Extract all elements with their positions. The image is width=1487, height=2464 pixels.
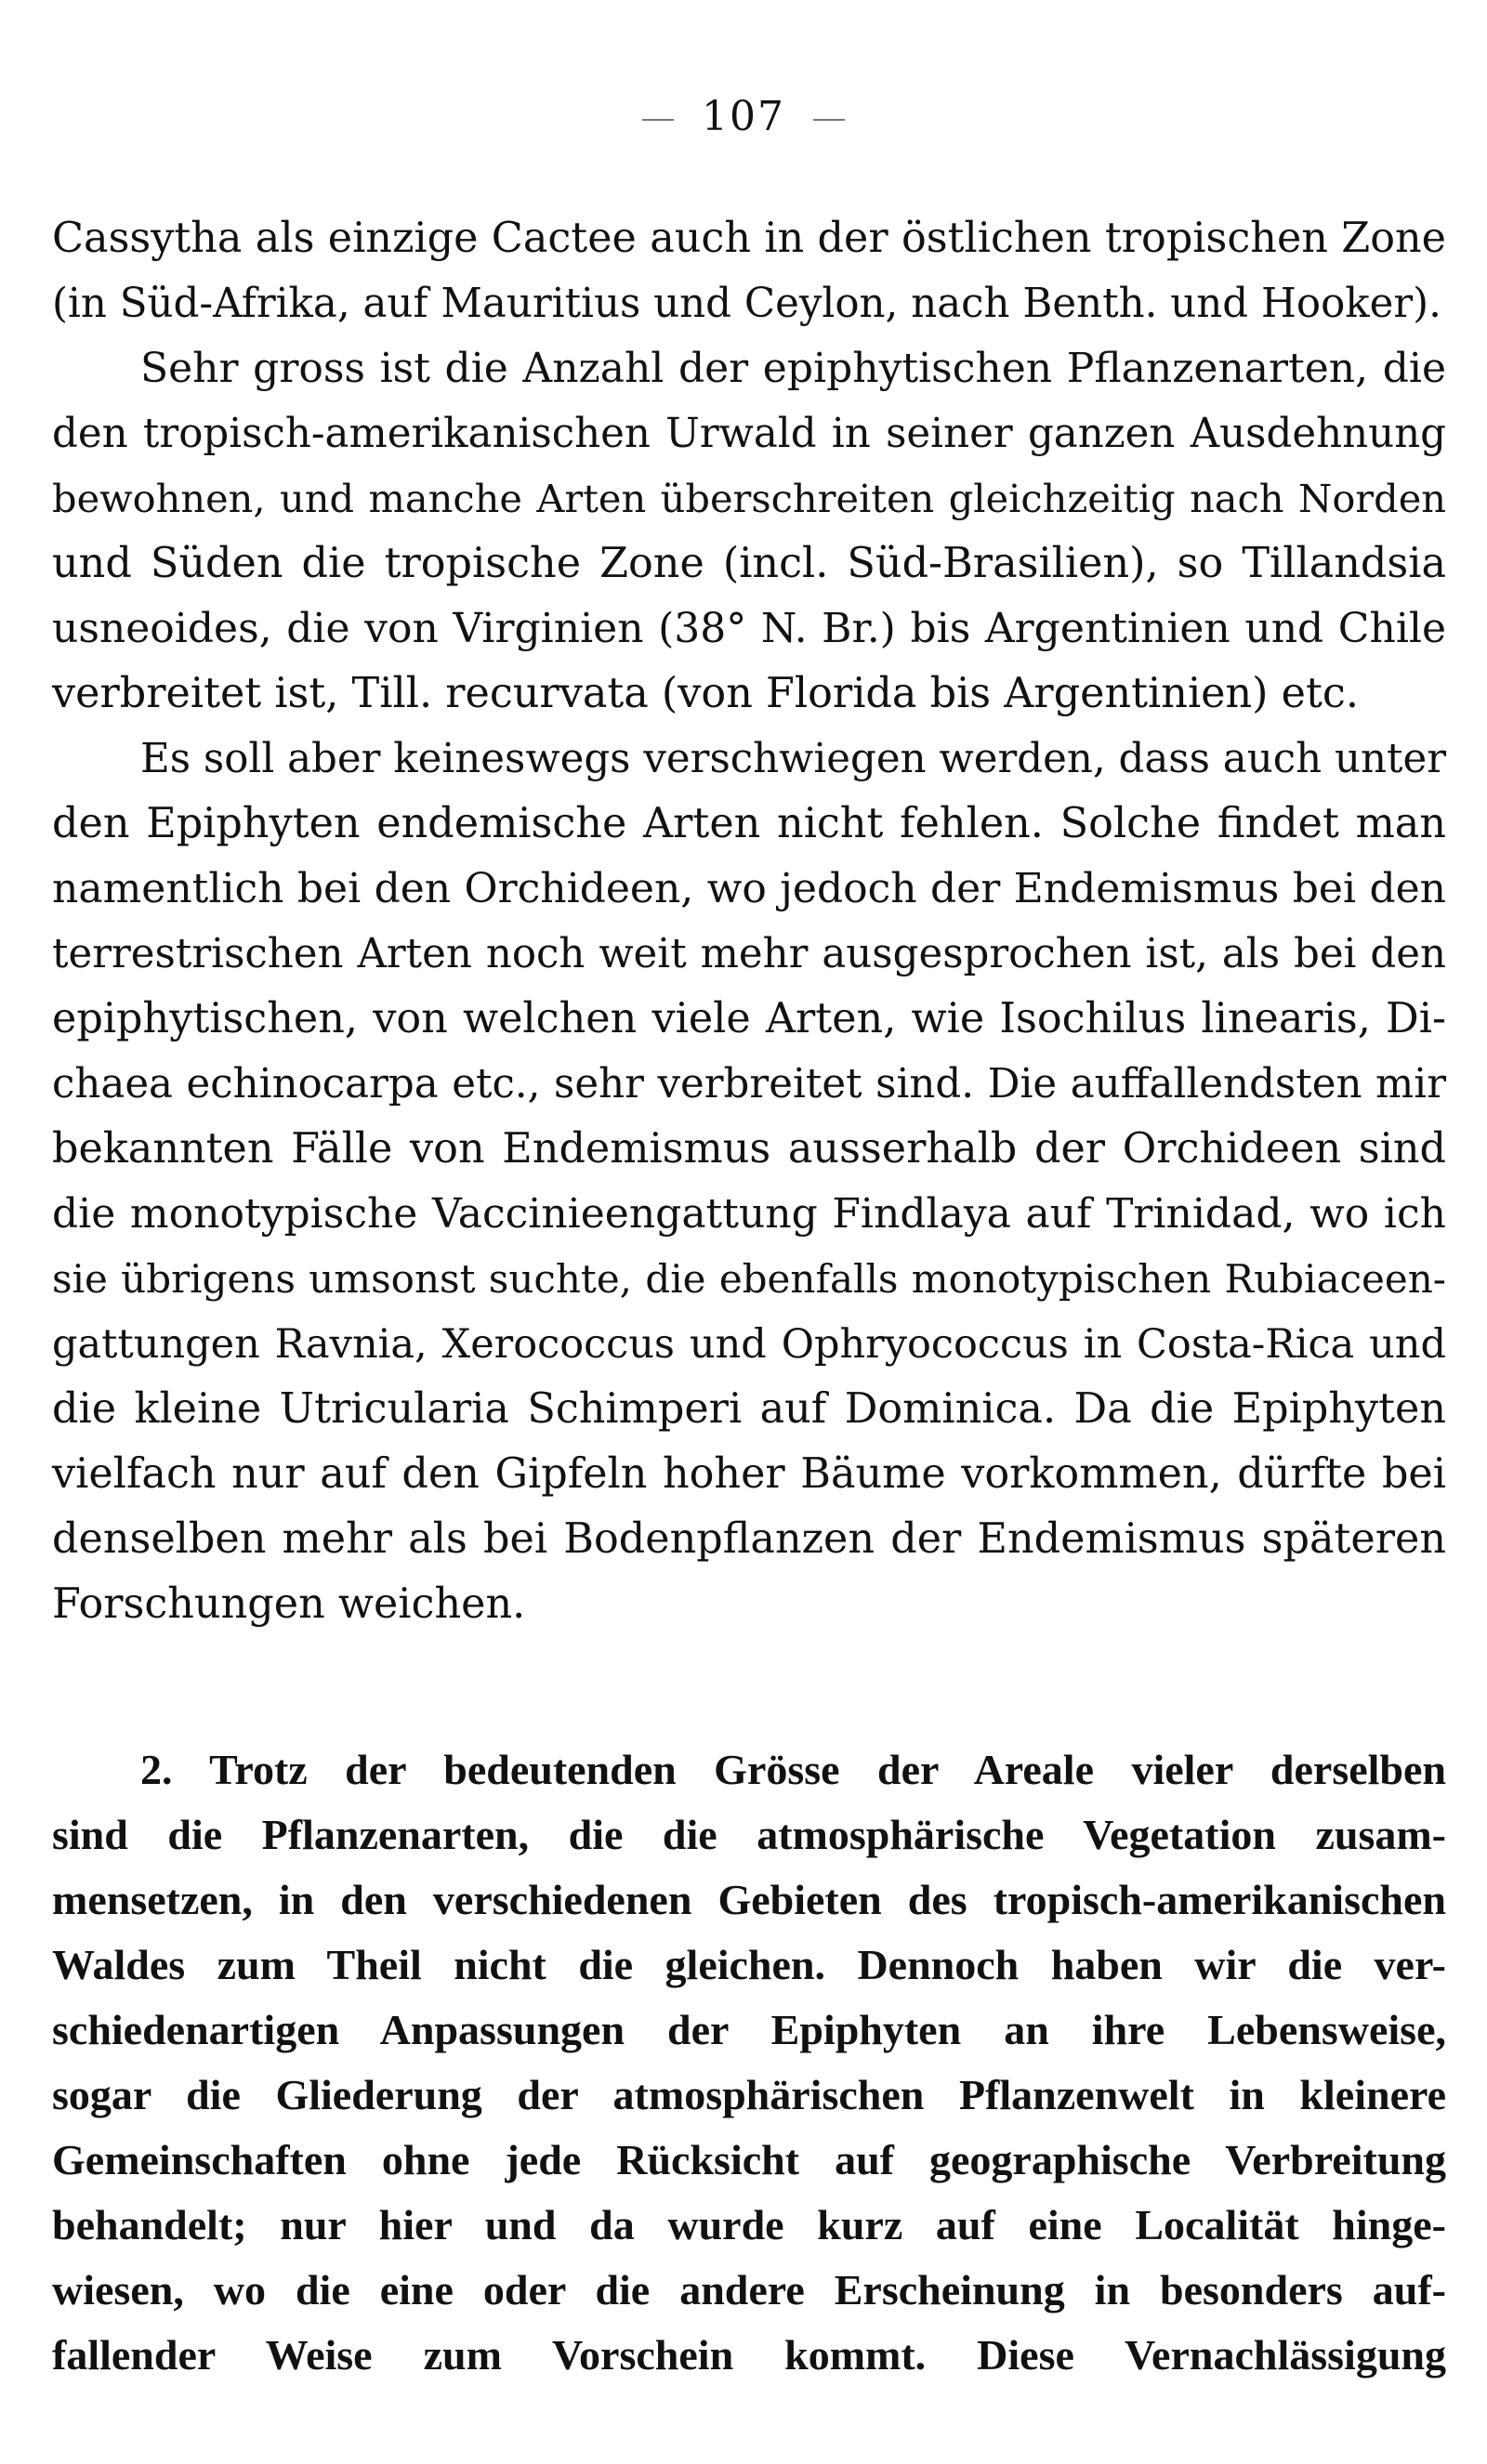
text-line: sind die Pflanzenarten, die die atmosphärische Vegetation zusam- [52,1811,1446,1858]
text-line: Gemeinschaften ohne jede Rücksicht auf geographische Verbreitung [52,2136,1446,2183]
text-line: fallender Weise zum Vorschein kommt. Diese Vernachlässigung [52,2331,1446,2379]
text-line: mensetzen, in den verschiedenen Gebieten des tropisch-amerikanischen [52,1876,1446,1923]
text-line: schiedenartigen Anpassungen der Epiphyten an ihre Lebensweise, [52,2006,1446,2053]
text-line: behandelt; nur hier und da wurde kurz auf eine Localität hinge- [52,2201,1446,2248]
header-dash-left [642,119,674,121]
text-line: (in Süd-Afrika, auf Mauritius und Ceylon, nach Benth. und Hooker). [52,281,1441,327]
text-line: Forschungen weichen. [52,1580,526,1628]
text-line: usneoides, die von Virginien (38° N. Br.) bis Argentinien und Chile [52,605,1446,652]
text-block-lower [52,1737,1446,2388]
text-line: chaea echinocarpa etc., sehr verbreitet sind. Die auffallendsten mir [52,1061,1446,1107]
text-line: und Süden die tropische Zone (incl. Süd-Brasilien), so Tillandsia [52,540,1446,587]
text-line: wiesen, wo die eine oder die andere Erscheinung in besonders auf- [52,2266,1446,2313]
text-block-upper [52,206,1446,1637]
text-line: die monotypische Vaccinieengattung Findlaya auf Trinidad, wo ich [52,1190,1446,1238]
text-line: vielfach nur auf den Gipfeln hoher Bäume vorkommen, dürfte bei [52,1450,1446,1498]
text-line: gattungen Ravnia, Xerococcus und Ophryococcus in Costa-Rica und [52,1321,1446,1368]
text-line: den Epiphyten endemische Arten nicht fehlen. Solche findet man [52,800,1446,847]
text-line: sogar die Gliederung der atmosphärischen Pflanzenwelt in kleinere [52,2071,1446,2118]
text-line: verbreitet ist, Till. recurvata (von Florida bis Argentinien) etc. [52,670,1359,717]
text-line: Sehr gross ist die Anzahl der epiphytischen Pflanzenarten, die [140,345,1446,392]
page-number: 107 [702,93,785,140]
text-line: die kleine Utricularia Schimperi auf Dominica. Da die Epiphyten [52,1385,1446,1433]
text-line: bekannten Fälle von Endemismus ausserhalb der Orchideen sind [52,1125,1446,1173]
text-line: terrestrischen Arten noch weit mehr ausgesprochen ist, als bei den [52,931,1446,977]
text-line: Cassytha als einzige Cactee auch in der östlichen tropischen Zone [52,215,1446,262]
text-line: bewohnen, und manche Arten überschreiten gleichzeitig nach Norden [52,476,1446,521]
header-dash-right [813,119,845,121]
text-line: Waldes zum Theil nicht die gleichen. Dennoch haben wir die ver- [52,1941,1446,1988]
text-line: 2. Trotz der bedeutenden Grösse der Areale vieler derselben [140,1746,1446,1793]
text-line: epiphytischen, von welchen viele Arten, wie Isochilus linearis, Di- [52,995,1446,1042]
text-line: den tropisch-amerikanischen Urwald in seiner ganzen Ausdehnung [52,411,1446,457]
page-number-header [0,89,1487,145]
text-line: Es soll aber keineswegs verschwiegen werden, dass auch unter [140,736,1446,782]
text-line: namentlich bei den Orchideen, wo jedoch der Endemismus bei den [52,865,1446,912]
text-line: denselben mehr als bei Bodenpflanzen der Endemismus späteren [52,1515,1446,1563]
text-line: sie übrigens umsonst suchte, die ebenfalls monotypischen Rubiaceen- [52,1256,1446,1302]
